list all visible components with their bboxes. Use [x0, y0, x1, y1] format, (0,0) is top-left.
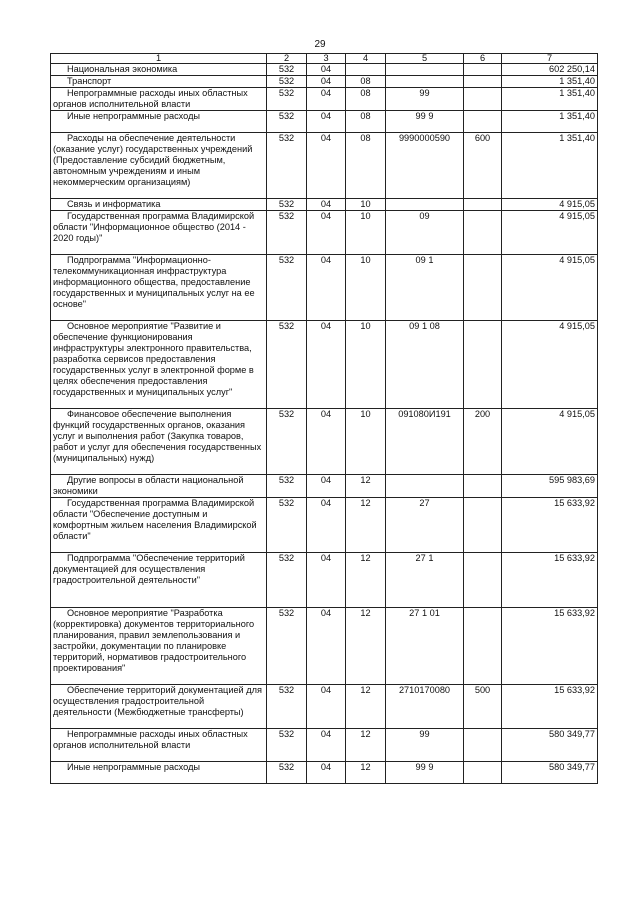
row-ved: 532 [267, 199, 307, 211]
table-row [51, 111, 598, 133]
row-vr [464, 255, 502, 321]
row-pr: 08 [346, 88, 386, 111]
row-name: Транспорт [51, 76, 267, 88]
row-csr: 27 1 01 [386, 608, 464, 685]
row-name: Финансовое обеспечение выполнения функций государственных органов, оказания услуг и выполнения работ (Закупка товаров, работ и услуг для обеспечения государственных (муниципальных) нужд) [51, 409, 267, 475]
table-row [51, 199, 598, 211]
row-vr: 500 [464, 685, 502, 729]
header-col-2: 2 [267, 54, 307, 64]
row-csr [386, 64, 464, 76]
row-csr: 99 [386, 729, 464, 762]
row-csr: 99 9 [386, 111, 464, 133]
table-row [51, 685, 598, 729]
row-vr [464, 321, 502, 409]
table-row [51, 321, 598, 409]
table-row [51, 498, 598, 553]
row-pr: 10 [346, 199, 386, 211]
row-ved: 532 [267, 498, 307, 553]
row-ved: 532 [267, 255, 307, 321]
row-vr [464, 553, 502, 608]
row-name: Национальная экономика [51, 64, 267, 76]
row-rz: 04 [307, 321, 346, 409]
row-ved: 532 [267, 211, 307, 255]
row-csr [386, 199, 464, 211]
row-sum: 15 633,92 [502, 685, 598, 729]
row-rz: 04 [307, 133, 346, 199]
row-sum: 4 915,05 [502, 409, 598, 475]
row-ved: 532 [267, 64, 307, 76]
header-col-6: 6 [464, 54, 502, 64]
table-row [51, 133, 598, 199]
row-csr [386, 76, 464, 88]
row-pr: 12 [346, 553, 386, 608]
row-vr [464, 111, 502, 133]
row-rz: 04 [307, 553, 346, 608]
row-vr: 600 [464, 133, 502, 199]
row-rz: 04 [307, 199, 346, 211]
row-csr: 27 1 [386, 553, 464, 608]
row-csr: 99 [386, 88, 464, 111]
row-ved: 532 [267, 729, 307, 762]
row-pr: 08 [346, 111, 386, 133]
row-name: Обеспечение территорий документацией для осуществления градостроительной деятельности (Межбюджетные трансферты) [51, 685, 267, 729]
row-rz: 04 [307, 762, 346, 784]
row-csr: 99 9 [386, 762, 464, 784]
row-vr [464, 762, 502, 784]
row-csr: 09 [386, 211, 464, 255]
row-sum: 1 351,40 [502, 88, 598, 111]
row-pr: 12 [346, 498, 386, 553]
table-row [51, 553, 598, 608]
row-sum: 580 349,77 [502, 729, 598, 762]
row-vr [464, 64, 502, 76]
row-name: Государственная программа Владимирской области "Информационное общество (2014 - 2020 годы)" [51, 211, 267, 255]
row-rz: 04 [307, 608, 346, 685]
row-sum: 4 915,05 [502, 199, 598, 211]
page-number: 29 [314, 39, 326, 50]
row-ved: 532 [267, 608, 307, 685]
row-ved: 532 [267, 553, 307, 608]
row-rz: 04 [307, 76, 346, 88]
budget-table [50, 53, 598, 784]
header-col-3: 3 [307, 54, 346, 64]
row-csr: 09 1 [386, 255, 464, 321]
row-ved: 532 [267, 409, 307, 475]
row-pr: 10 [346, 211, 386, 255]
header-col-7: 7 [502, 54, 598, 64]
row-name: Иные непрограммные расходы [51, 762, 267, 784]
row-name: Расходы на обеспечение деятельности (оказание услуг) государственных учреждений (Предоставление субсидий бюджетным, автономным учреждениям и иным некоммерческим организациям) [51, 133, 267, 199]
row-vr [464, 475, 502, 498]
row-vr [464, 88, 502, 111]
row-csr: 091080И191 [386, 409, 464, 475]
row-rz: 04 [307, 729, 346, 762]
row-sum: 1 351,40 [502, 111, 598, 133]
row-ved: 532 [267, 475, 307, 498]
row-pr: 10 [346, 321, 386, 409]
header-col-1: 1 [51, 54, 267, 64]
table-row [51, 211, 598, 255]
row-vr [464, 76, 502, 88]
row-csr: 2710170080 [386, 685, 464, 729]
row-ved: 532 [267, 321, 307, 409]
row-sum: 4 915,05 [502, 255, 598, 321]
row-sum: 15 633,92 [502, 553, 598, 608]
row-ved: 532 [267, 685, 307, 729]
row-pr: 12 [346, 475, 386, 498]
row-name: Подпрограмма "Обеспечение территорий документацией для осуществления градостроительной деятельности" [51, 553, 267, 608]
table-row [51, 88, 598, 111]
row-pr: 12 [346, 608, 386, 685]
row-pr [346, 64, 386, 76]
row-rz: 04 [307, 475, 346, 498]
row-rz: 04 [307, 409, 346, 475]
row-name: Непрограммные расходы иных областных органов исполнительной власти [51, 729, 267, 762]
header-row [51, 54, 598, 64]
row-pr: 12 [346, 685, 386, 729]
row-name: Государственная программа Владимирской области "Обеспечение доступным и комфортным жильем населения Владимирской области" [51, 498, 267, 553]
row-sum: 580 349,77 [502, 762, 598, 784]
row-vr [464, 608, 502, 685]
row-sum: 15 633,92 [502, 498, 598, 553]
row-rz: 04 [307, 64, 346, 76]
row-rz: 04 [307, 88, 346, 111]
row-sum: 1 351,40 [502, 133, 598, 199]
row-name: Основное мероприятие "Разработка (корректировка) документов территориального планирования, правил землепользования и застройки, документации по планировке территорий, нормативов градостроительного проектирования" [51, 608, 267, 685]
row-pr: 08 [346, 76, 386, 88]
row-rz: 04 [307, 685, 346, 729]
row-ved: 532 [267, 133, 307, 199]
table-row [51, 76, 598, 88]
table-row [51, 762, 598, 784]
row-pr: 10 [346, 409, 386, 475]
row-csr [386, 475, 464, 498]
row-vr: 200 [464, 409, 502, 475]
row-csr: 27 [386, 498, 464, 553]
header-col-4: 4 [346, 54, 386, 64]
row-name: Другие вопросы в области национальной экономики [51, 475, 267, 498]
table-row [51, 729, 598, 762]
row-vr [464, 498, 502, 553]
row-pr: 12 [346, 729, 386, 762]
table-row [51, 255, 598, 321]
row-ved: 532 [267, 88, 307, 111]
row-ved: 532 [267, 76, 307, 88]
row-sum: 4 915,05 [502, 321, 598, 409]
row-rz: 04 [307, 498, 346, 553]
row-name: Основное мероприятие "Развитие и обеспечение функционирования инфраструктуры электронного правительства, разработка сервисов предоставления государственных услуг в электронной форме в целях обеспечения предоставления государственных и муниципальных услуг" [51, 321, 267, 409]
row-sum: 602 250,14 [502, 64, 598, 76]
row-rz: 04 [307, 211, 346, 255]
row-ved: 532 [267, 762, 307, 784]
row-ved: 532 [267, 111, 307, 133]
row-pr: 08 [346, 133, 386, 199]
row-pr: 10 [346, 255, 386, 321]
row-pr: 12 [346, 762, 386, 784]
row-name: Иные непрограммные расходы [51, 111, 267, 133]
row-vr [464, 729, 502, 762]
table-row [51, 608, 598, 685]
row-csr: 09 1 08 [386, 321, 464, 409]
table-row [51, 409, 598, 475]
row-name: Связь и информатика [51, 199, 267, 211]
row-sum: 1 351,40 [502, 76, 598, 88]
table-row [51, 64, 598, 76]
row-csr: 9990000590 [386, 133, 464, 199]
row-sum: 595 983,69 [502, 475, 598, 498]
row-name: Подпрограмма "Информационно-телекоммуникационная инфраструктура информационного общества, предоставление государственных и муниципальных услуг на ее основе" [51, 255, 267, 321]
row-sum: 15 633,92 [502, 608, 598, 685]
row-sum: 4 915,05 [502, 211, 598, 255]
row-vr [464, 211, 502, 255]
header-col-5: 5 [386, 54, 464, 64]
row-vr [464, 199, 502, 211]
row-name: Непрограммные расходы иных областных органов исполнительной власти [51, 88, 267, 111]
row-rz: 04 [307, 111, 346, 133]
row-rz: 04 [307, 255, 346, 321]
table-row [51, 475, 598, 498]
